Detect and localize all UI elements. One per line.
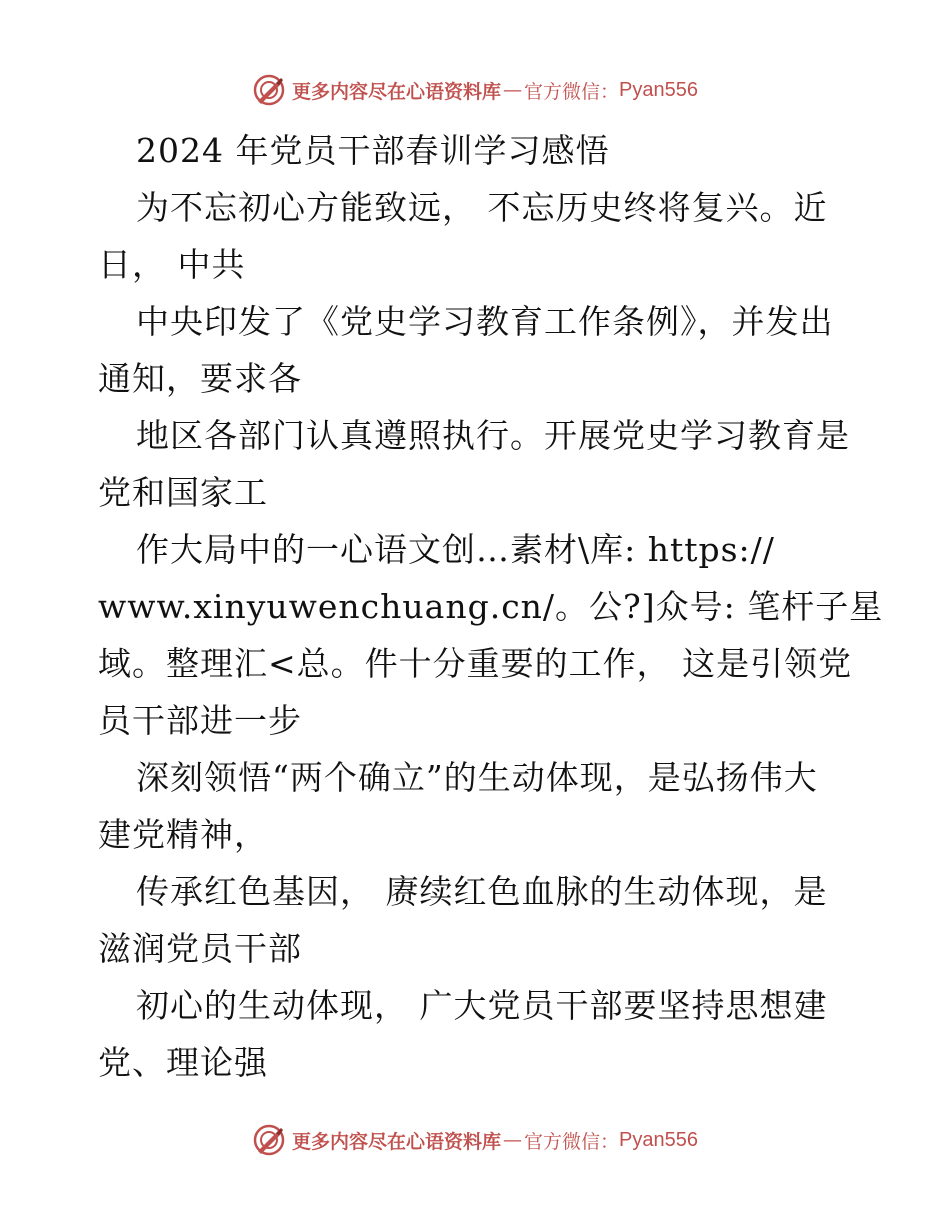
text-line: www.xinyuwenchuang.cn/。公?]众号: 笔杆子星: [98, 587, 884, 626]
text-line: 党和国家工: [98, 473, 268, 512]
promo-text: 更多内容尽在心语资料库: [292, 80, 502, 103]
footer-banner: [0, 1120, 950, 1160]
text-line: 地区各部门认真遵照执行。开展党史学习教育是: [136, 416, 850, 455]
text-line: 建党精神，: [98, 815, 268, 854]
text-line: 通知，要求各: [98, 359, 302, 398]
document-title: 2024 年党员干部春训学习感悟: [136, 131, 610, 170]
text-line: 作大局中的一心语文创…素材\库: https://: [136, 530, 775, 569]
text-line: 初心的生动体现， 广大党员干部要坚持思想建: [136, 986, 828, 1025]
text-line: 域。整理汇<总。件十分重要的工作， 这是引领党: [98, 644, 853, 683]
text-line: 传承红色基因， 赓续红色血脉的生动体现，是: [136, 872, 828, 911]
separator: —: [503, 1129, 523, 1151]
text-line: 党、理论强: [98, 1043, 268, 1082]
wechat-account: Pyan556: [619, 1128, 698, 1151]
wechat-account: Pyan556: [619, 78, 698, 101]
text-line: 日， 中共: [98, 245, 246, 284]
wechat-label: 官方微信：: [524, 1130, 620, 1153]
document-body: [98, 122, 884, 1091]
text-line: 滋润党员干部: [98, 929, 302, 968]
header-banner: [0, 70, 950, 110]
text-line: 中央印发了《党史学习教育工作条例》，并发出: [136, 302, 834, 341]
text-line: 为不忘初心方能致远， 不忘历史终将复兴。近: [136, 188, 828, 227]
text-line: 深刻领悟“两个确立”的生动体现，是弘扬伟大: [136, 758, 818, 797]
wechat-label: 官方微信：: [524, 80, 620, 103]
text-line: 员干部进一步: [98, 701, 302, 740]
promo-text: 更多内容尽在心语资料库: [292, 1130, 502, 1153]
seal-logo-icon: [252, 1123, 286, 1157]
separator: —: [503, 79, 523, 101]
seal-logo-icon: [252, 73, 286, 107]
